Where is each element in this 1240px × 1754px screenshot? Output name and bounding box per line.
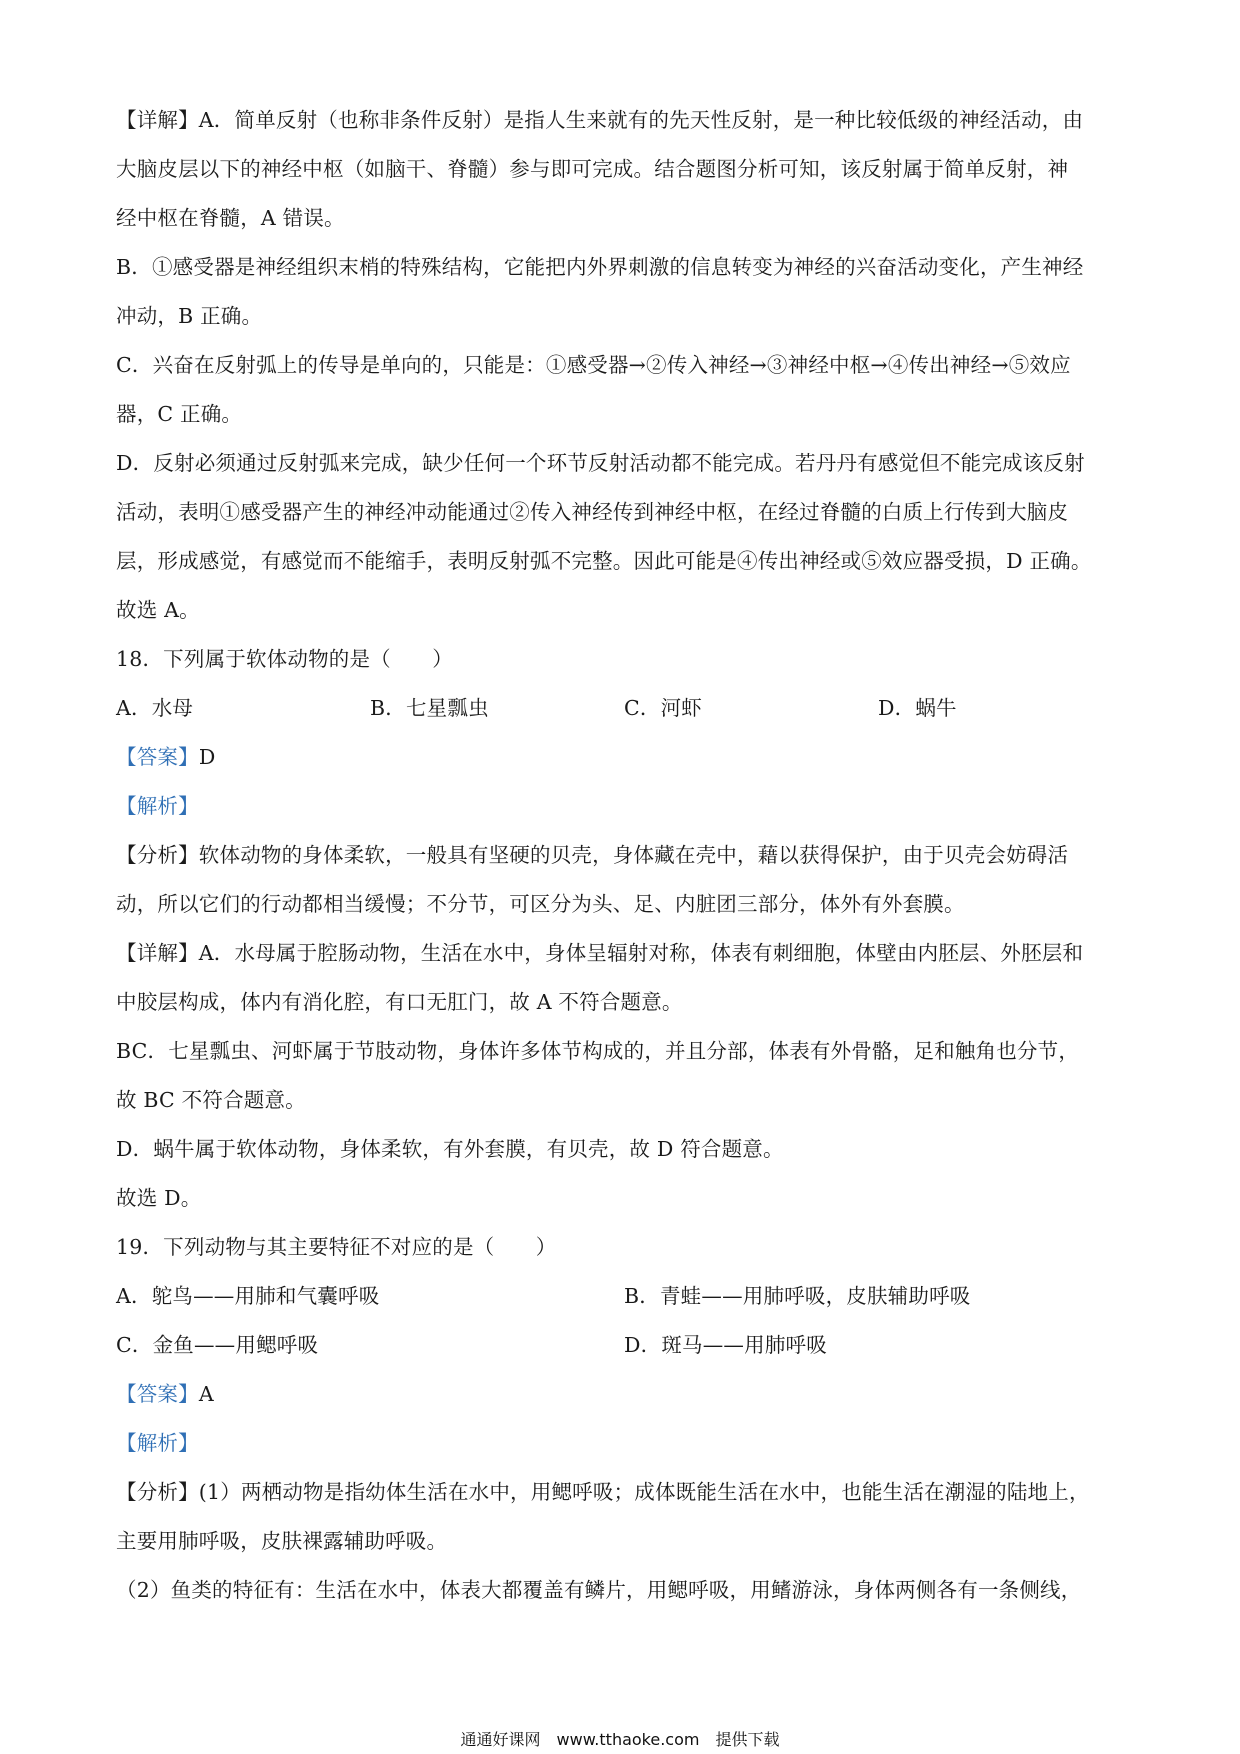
explanation-line: 冲动，B 正确。 <box>116 304 263 328</box>
explanation-line: 【详解】A．简单反射（也称非条件反射）是指人生来就有的先天性反射，是一种比较低级的神经活动，由 <box>116 108 1084 132</box>
question-19-answer <box>116 1370 1136 1419</box>
explanation-line: 层，形成感觉，有感觉而不能缩手，表明反射弧不完整。因此可能是④传出神经或⑤效应器受损，D 正确。 <box>116 549 1092 573</box>
page-footer: 通通好课网 www.tthaoke.com 提供下载 <box>460 1730 780 1749</box>
explanation-line: 经中枢在脊髓，A 错误。 <box>116 206 345 230</box>
conclusion-line: 故选 D。 <box>116 1186 202 1210</box>
question-18-answer <box>116 733 1136 782</box>
option-c: C．金鱼——用鳃呼吸 <box>116 1333 319 1357</box>
option-b: B．青蛙——用肺呼吸，皮肤辅助呼吸 <box>624 1284 971 1308</box>
explanation-line: D．反射必须通过反射弧来完成，缺少任何一个环节反射活动都不能完成。若丹丹有感觉但不能完成该反射 <box>116 451 1085 475</box>
answer-value: A <box>198 1382 214 1406</box>
explanation-line: 器，C 正确。 <box>116 402 243 426</box>
option-d: D．蜗牛 <box>878 696 957 720</box>
question-19-options-row-2 <box>116 1321 1136 1370</box>
option-d: D．斑马——用肺呼吸 <box>624 1333 827 1357</box>
option-a: A．水母 <box>116 696 194 720</box>
question-19-stem: 19．下列动物与其主要特征不对应的是（ ） <box>116 1235 557 1259</box>
analysis-line: （2）鱼类的特征有：生活在水中，体表大都覆盖有鳞片，用鳃呼吸，用鳍游泳，身体两侧各有一条侧线， <box>116 1578 1082 1602</box>
answer-label: 【答案】 <box>116 1382 199 1406</box>
analysis-label: 【解析】 <box>116 1431 199 1455</box>
answer-label: 【答案】 <box>116 745 199 769</box>
explanation-line: C．兴奋在反射弧上的传导是单向的，只能是：①感受器→②传入神经→③神经中枢→④传出神经→⑤效应 <box>116 353 1071 377</box>
detail-line: D．蜗牛属于软体动物，身体柔软，有外套膜，有贝壳，故 D 符合题意。 <box>116 1137 784 1161</box>
conclusion-line: 故选 A。 <box>116 598 200 622</box>
analysis-line: 主要用肺呼吸，皮肤裸露辅助呼吸。 <box>116 1529 448 1553</box>
document-page <box>116 96 1136 1615</box>
question-19-options-row-1 <box>116 1272 1136 1321</box>
explanation-line: 活动，表明①感受器产生的神经冲动能通过②传入神经传到神经中枢，在经过脊髓的白质上行传到大脑皮 <box>116 500 1069 524</box>
explanation-line: 大脑皮层以下的神经中枢（如脑干、脊髓）参与即可完成。结合题图分析可知，该反射属于简单反射，神 <box>116 157 1069 181</box>
analysis-label: 【解析】 <box>116 794 199 818</box>
option-c: C．河虾 <box>624 696 702 720</box>
detail-line: 中胶层构成，体内有消化腔，有口无肛门，故 A 不符合题意。 <box>116 990 683 1014</box>
option-a: A．鸵鸟——用肺和气囊呼吸 <box>116 1284 380 1308</box>
detail-line: 【详解】A．水母属于腔肠动物，生活在水中，身体呈辐射对称，体表有刺细胞，体壁由内胚层、外胚层和 <box>116 941 1084 965</box>
question-18-options <box>116 684 1136 733</box>
detail-line: BC．七星瓢虫、河虾属于节肢动物，身体许多体节构成的，并且分部，体表有外骨骼，足和触角也分节， <box>116 1039 1080 1063</box>
explanation-line: B．①感受器是神经组织末梢的特殊结构，它能把内外界刺激的信息转变为神经的兴奋活动变化，产生神经 <box>116 255 1084 279</box>
question-18-stem: 18．下列属于软体动物的是（ ） <box>116 647 453 671</box>
answer-value: D <box>198 745 216 769</box>
analysis-line: 【分析】软体动物的身体柔软，一般具有坚硬的贝壳，身体藏在壳中，藉以获得保护，由于贝壳会妨碍活 <box>116 843 1069 867</box>
analysis-line: 【分析】(1）两栖动物是指幼体生活在水中，用鳃呼吸；成体既能生活在水中，也能生活在潮湿的陆地上， <box>116 1480 1090 1504</box>
analysis-line: 动，所以它们的行动都相当缓慢；不分节，可区分为头、足、内脏团三部分，体外有外套膜。 <box>116 892 965 916</box>
option-b: B．七星瓢虫 <box>370 696 489 720</box>
detail-line: 故 BC 不符合题意。 <box>116 1088 306 1112</box>
